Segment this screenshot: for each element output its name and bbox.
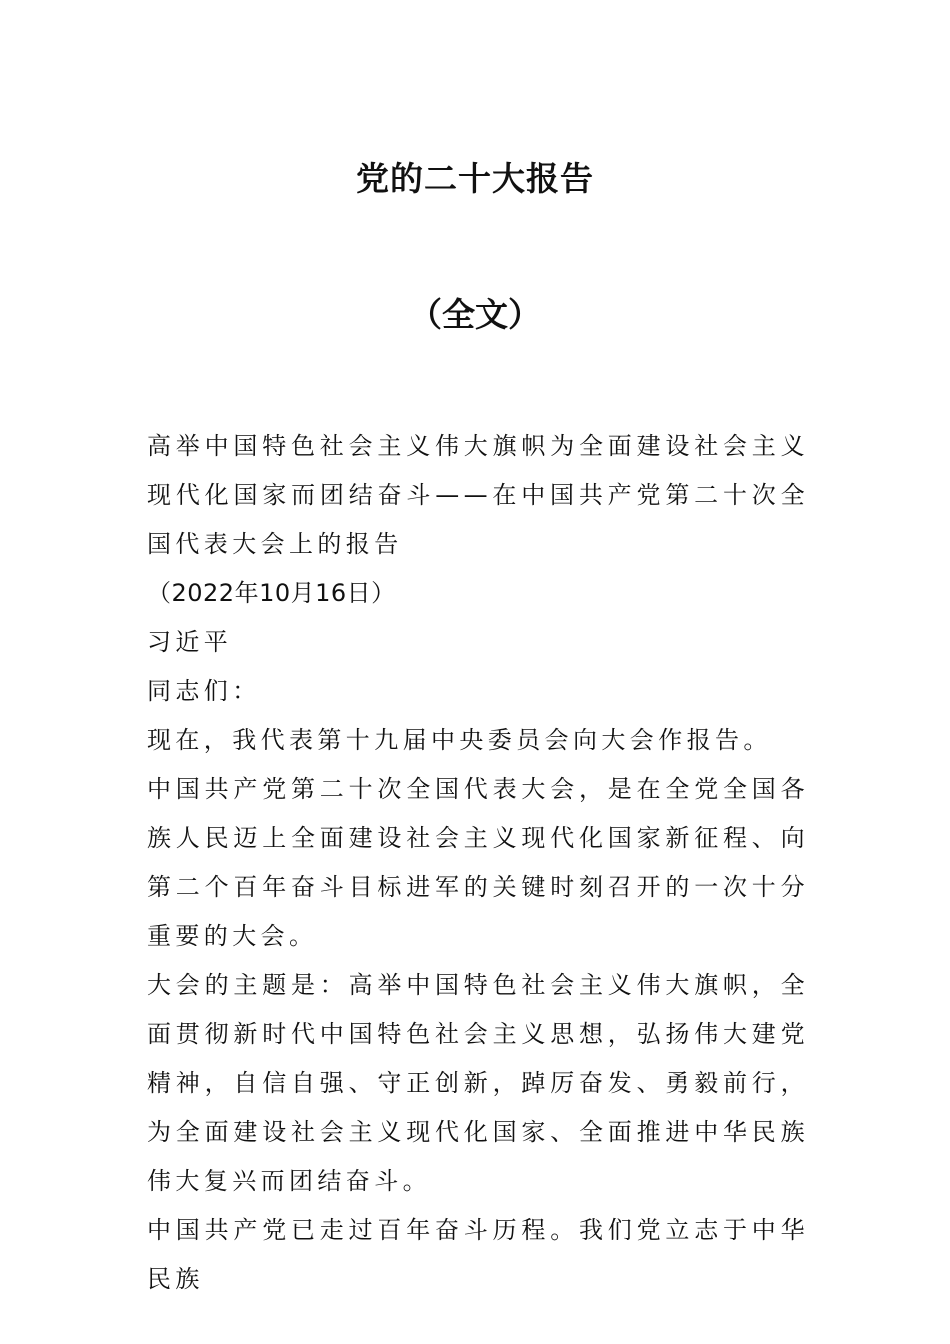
report-author: 习近平 (147, 628, 233, 656)
paragraph: 中国共产党已走过百年奋斗历程。我们党立志于中华民族 (147, 1216, 809, 1293)
salutation: 同志们： (147, 677, 261, 705)
document-title: 党的二十大报告 (356, 159, 594, 198)
report-date: （2022年10月16日） (147, 579, 396, 607)
paragraph: 现在，我代表第十九届中央委员会向大会作报告。 (147, 726, 772, 754)
document-subtitle: （全文） (409, 295, 541, 334)
document-body (147, 422, 809, 1304)
report-heading: 高举中国特色社会主义伟大旗帜为全面建设社会主义现代化国家而团结奋斗——在中国共产党第二十次全国代表大会上的报告 (147, 432, 809, 558)
paragraph: 中国共产党第二十次全国代表大会，是在全党全国各族人民迈上全面建设社会主义现代化国家新征程、向第二个百年奋斗目标进军的关键时刻召开的一次十分重要的大会。 (147, 775, 809, 950)
paragraph: 大会的主题是：高举中国特色社会主义伟大旗帜，全面贯彻新时代中国特色社会主义思想，弘扬伟大建党精神，自信自强、守正创新，踔厉奋发、勇毅前行，为全面建设社会主义现代化国家、全面推进中华民族伟大复兴而团结奋斗。 (147, 971, 809, 1195)
